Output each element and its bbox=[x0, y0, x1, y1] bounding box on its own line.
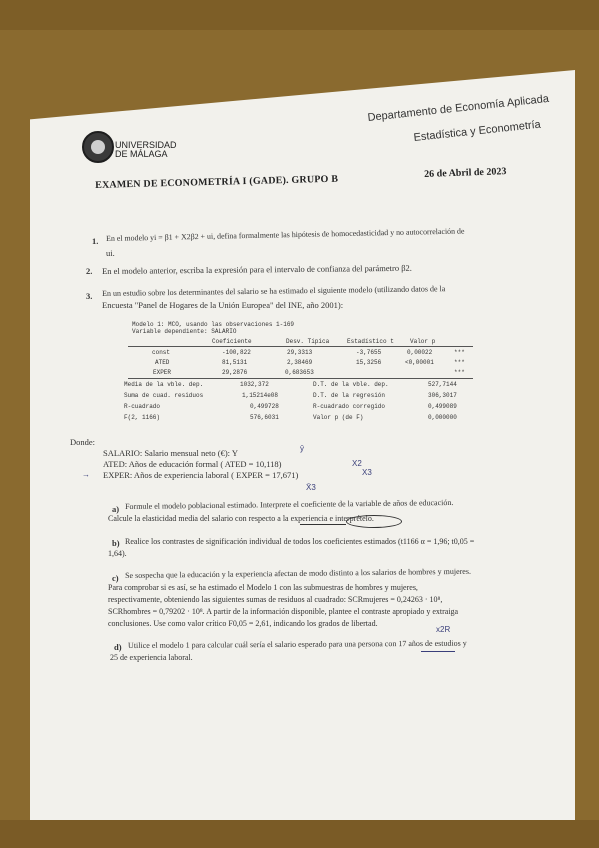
exam-date: 26 de Abril de 2023 bbox=[424, 166, 507, 180]
subquestion-d-label: d) bbox=[114, 642, 122, 652]
question-1-text-2: ui. bbox=[106, 248, 115, 258]
handwritten-underline bbox=[300, 524, 346, 525]
stat-value-right: 527,7144 bbox=[428, 381, 457, 388]
table-header-se: Desv. Típica bbox=[286, 338, 330, 345]
row-coef: 81,5131 bbox=[222, 359, 248, 366]
stat-label-left: F(2, 1166) bbox=[124, 414, 161, 421]
subquestion-a-text-2: Calcule la elasticidad media del salario con respecto a la experiencia e interprételo. bbox=[108, 514, 374, 523]
row-coef: -100,822 bbox=[222, 349, 251, 356]
handwritten-underline-17 bbox=[421, 651, 455, 652]
row-t: 15,3256 bbox=[356, 359, 382, 366]
subquestion-c-label: c) bbox=[112, 573, 119, 583]
department-line-2: Estadística y Econometría bbox=[413, 118, 542, 144]
subquestion-c-text-2: Para comprobar si es así, se ha estimado el Modelo 1 con las submuestras de hombres y mujeres, bbox=[108, 583, 418, 592]
stat-value-right: 0,000000 bbox=[428, 414, 457, 421]
subquestion-b-label: b) bbox=[112, 538, 120, 548]
table-header-coef: Coeficiente bbox=[212, 338, 252, 345]
row-p: 0,00022 bbox=[407, 349, 433, 356]
stat-label-left: Suma de cuad. residuos bbox=[124, 392, 204, 399]
handwritten-arrow: → bbox=[82, 470, 90, 479]
subquestion-c-text-5: conclusiones. Use como valor crítico F0,05 = 2,61, indicando los grados de libertad. bbox=[108, 619, 378, 628]
table-rule-mid bbox=[128, 378, 473, 379]
regression-model-line: Modelo 1: MCO, usando las observaciones 1-169 bbox=[132, 321, 295, 328]
subquestion-b-text-2: 1,64). bbox=[108, 549, 127, 558]
question-3-number: 3. bbox=[86, 291, 93, 301]
row-stars: *** bbox=[454, 359, 465, 366]
stat-label-right: R-cuadrado corregido bbox=[313, 403, 386, 410]
handwritten-x2r: x2R bbox=[436, 625, 451, 634]
exam-title: EXAMEN DE ECONOMETRÍA I (GADE). GRUPO B bbox=[95, 173, 339, 191]
row-t: -3,7655 bbox=[356, 349, 382, 356]
row-se: 0,683653 bbox=[285, 369, 314, 376]
handwritten-circle bbox=[346, 515, 402, 528]
question-3-text-1: En un estudio sobre los determinantes del salario se ha estimado el siguiente modelo (utilizando datos de la bbox=[102, 284, 446, 298]
stat-value-left: 1,15214e08 bbox=[242, 392, 279, 399]
subquestion-d-text-2: 25 de experiencia laboral. bbox=[110, 653, 193, 662]
handwritten-x3: X3 bbox=[362, 468, 372, 477]
table-header-p: Valor p bbox=[410, 338, 436, 345]
handwritten-ybar: ȳ bbox=[300, 444, 304, 453]
table-header-t: Estadístico t bbox=[347, 338, 394, 345]
subquestion-b-text-1: Realice los contrastes de significación individual de todos los coeficientes estimados (t1166 α = 1,96; t0,05 = bbox=[125, 537, 475, 546]
subquestion-c-text-4: SCRhombres = 0,79202 · 10⁸. A partir de la información disponible, plantee el contraste apropiado y extraiga bbox=[108, 607, 459, 616]
where-line-exper: EXPER: Años de experiencia laboral ( EXPER = 17,671) bbox=[103, 470, 299, 480]
subquestion-a-text-1: Formule el modelo poblacional estimado. Interprete el coeficiente de la variable de años de educación. bbox=[125, 497, 454, 511]
subquestion-d-text-1: Utilice el modelo 1 para calcular cuál sería el salario esperado para una persona con 17 años de estudios y bbox=[128, 638, 467, 650]
row-se: 2,38469 bbox=[287, 359, 313, 366]
stat-value-left: 576,6031 bbox=[250, 414, 279, 421]
table-rule-top bbox=[128, 346, 473, 347]
stat-value-left: 1032,372 bbox=[240, 381, 269, 388]
row-stars: *** bbox=[454, 369, 465, 376]
question-1-number: 1. bbox=[92, 236, 99, 246]
row-coef: 29,2876 bbox=[222, 369, 248, 376]
university-logo bbox=[82, 131, 114, 163]
question-1-text: En el modelo yi = β1 + X2β2 + ui, defina formalmente las hipótesis de homocedasticidad y no autocorrelación de bbox=[106, 226, 465, 243]
stat-label-left: R-cuadrado bbox=[124, 403, 161, 410]
handwritten-x3-bar: X̄3 bbox=[306, 483, 316, 492]
stat-value-right: 306,3017 bbox=[428, 392, 457, 399]
row-p: <0,00001 bbox=[405, 359, 434, 366]
where-line-ated: ATED: Años de educación formal ( ATED = 10,118) bbox=[103, 459, 282, 469]
question-3-text-2: Encuesta "Panel de Hogares de la Unión Europea" del INE, año 2001): bbox=[102, 300, 344, 310]
stat-label-left: Media de la vble. dep. bbox=[124, 381, 204, 388]
row-var-name: ATED bbox=[155, 359, 170, 366]
row-var-name: EXPER bbox=[153, 369, 172, 376]
university-name-1: UNIVERSIDAD bbox=[115, 140, 177, 150]
stat-value-right: 0,499089 bbox=[428, 403, 457, 410]
subquestion-a-label: a) bbox=[112, 504, 120, 514]
row-se: 29,3313 bbox=[287, 349, 313, 356]
stat-label-right: D.T. de la vble. dep. bbox=[313, 381, 389, 388]
stat-label-right: Valor p (de F) bbox=[313, 414, 364, 421]
university-name-2: DE MÁLAGA bbox=[115, 149, 168, 159]
row-var-name: const bbox=[152, 349, 171, 356]
subquestion-c-text-1: Se sospecha que la educación y la experiencia afectan de modo distinto a los salarios de hombres y mujeres. bbox=[125, 566, 471, 580]
question-2-text: En el modelo anterior, escriba la expresión para el intervalo de confianza del parámetro β2. bbox=[102, 262, 412, 276]
regression-dependent-line: Variable dependiente: SALARIO bbox=[132, 328, 237, 335]
stat-value-left: 0,499728 bbox=[250, 403, 279, 410]
row-stars: *** bbox=[454, 349, 465, 356]
subquestion-c-text-3: respectivamente, obteniendo las siguientes sumas de residuos al cuadrado: SCRmujeres = 0,24263 · 10⁸, bbox=[108, 595, 443, 604]
where-label: Donde: bbox=[70, 437, 96, 447]
department-line-1: Departamento de Economía Aplicada bbox=[367, 92, 550, 124]
handwritten-x2: X2 bbox=[352, 459, 362, 468]
question-2-number: 2. bbox=[86, 266, 93, 276]
stat-label-right: D.T. de la regresión bbox=[313, 392, 386, 399]
where-line-salario: SALARIO: Salario mensual neto (€): Y bbox=[103, 448, 238, 458]
